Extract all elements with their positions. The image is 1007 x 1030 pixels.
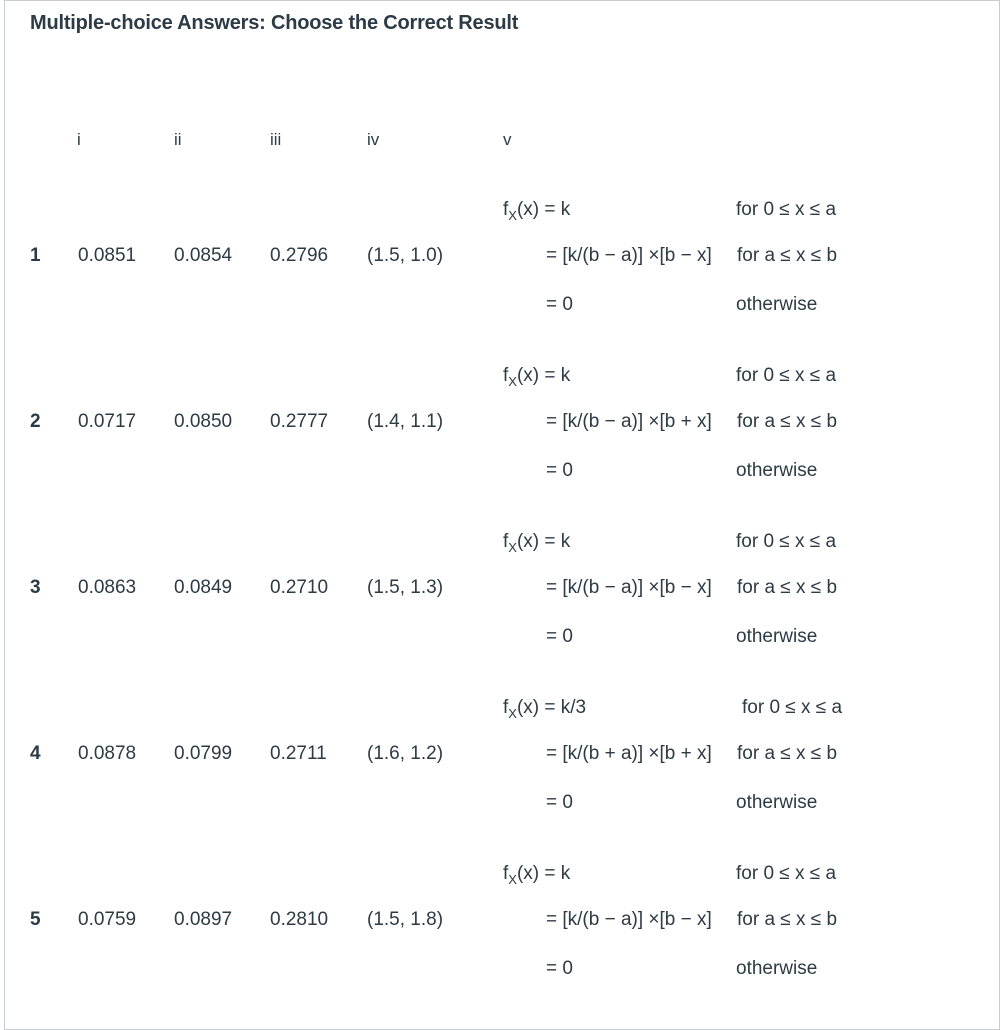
cell-iv: (1.5, 1.3) (367, 577, 444, 598)
pdf-line-1 (503, 199, 570, 221)
function-name: f (503, 697, 509, 718)
column-header-iv: iv (367, 130, 380, 149)
pdf-cond-2: for a ≤ x ≤ b (737, 909, 838, 930)
pdf-expr-2: = [k/(b + a)] ×[b + x] (546, 743, 712, 764)
pdf-line-1 (503, 365, 570, 387)
row-number: 2 (30, 411, 41, 432)
pdf-expr-3: = 0 (546, 294, 573, 315)
answer-row (0, 528, 1007, 678)
pdf-line-1 (503, 697, 586, 719)
function-subscript: X (508, 706, 517, 721)
pdf-expr-1: (x) = k (516, 531, 571, 552)
pdf-cond-1: for 0 ≤ x ≤ a (736, 199, 837, 220)
cell-iii: 0.2810 (270, 909, 329, 930)
pdf-cond-2: for a ≤ x ≤ b (737, 411, 838, 432)
cell-iv: (1.5, 1.8) (367, 909, 444, 930)
pdf-cond-3: otherwise (736, 626, 818, 647)
answer-row (0, 860, 1007, 1010)
cell-iv: (1.6, 1.2) (367, 743, 444, 764)
cell-i: 0.0863 (78, 577, 137, 598)
row-number: 5 (30, 909, 41, 930)
cell-ii: 0.0897 (174, 909, 233, 930)
pdf-cond-2: for a ≤ x ≤ b (737, 577, 838, 598)
function-name: f (503, 863, 509, 884)
cell-ii: 0.0850 (174, 411, 233, 432)
cell-ii: 0.0799 (174, 743, 233, 764)
pdf-expr-2: = [k/(b − a)] ×[b + x] (546, 411, 712, 432)
cell-iii: 0.2710 (270, 577, 329, 598)
answer-row (0, 362, 1007, 512)
function-subscript: X (508, 208, 517, 223)
cell-i: 0.0878 (78, 743, 137, 764)
pdf-expr-2: = [k/(b − a)] ×[b − x] (546, 577, 712, 598)
cell-iii: 0.2796 (270, 245, 329, 266)
pdf-cond-2: for a ≤ x ≤ b (737, 245, 838, 266)
pdf-expr-1: (x) = k (516, 199, 571, 220)
pdf-expr-3: = 0 (546, 460, 573, 481)
cell-ii: 0.0854 (174, 245, 233, 266)
pdf-expr-1: (x) = k (516, 863, 571, 884)
pdf-expr-1: (x) = k (516, 365, 571, 386)
pdf-cond-3: otherwise (736, 792, 818, 813)
pdf-cond-2: for a ≤ x ≤ b (737, 743, 838, 764)
pdf-cond-3: otherwise (736, 294, 818, 315)
cell-iv: (1.5, 1.0) (367, 245, 444, 266)
page-title: Multiple-choice Answers: Choose the Correct Result (30, 12, 519, 34)
pdf-cond-3: otherwise (736, 958, 818, 979)
pdf-line-1 (503, 863, 570, 885)
function-subscript: X (508, 374, 517, 389)
column-header-i: i (77, 130, 81, 149)
row-number: 4 (30, 743, 41, 764)
pdf-cond-3: otherwise (736, 460, 818, 481)
pdf-line-1 (503, 531, 570, 553)
answer-row (0, 694, 1007, 844)
pdf-cond-1: for 0 ≤ x ≤ a (742, 697, 843, 718)
pdf-cond-1: for 0 ≤ x ≤ a (736, 863, 837, 884)
column-header-iii: iii (270, 130, 282, 149)
cell-iv: (1.4, 1.1) (367, 411, 444, 432)
cell-iii: 0.2711 (270, 743, 327, 764)
pdf-expr-3: = 0 (546, 792, 573, 813)
function-name: f (503, 365, 509, 386)
column-header-v: v (503, 130, 512, 149)
function-name: f (503, 199, 509, 220)
pdf-expr-2: = [k/(b − a)] ×[b − x] (546, 909, 712, 930)
pdf-cond-1: for 0 ≤ x ≤ a (736, 365, 837, 386)
function-subscript: X (508, 540, 517, 555)
function-subscript: X (508, 872, 517, 887)
row-number: 1 (30, 245, 41, 266)
answer-row (0, 196, 1007, 346)
pdf-expr-1: (x) = k/3 (516, 697, 587, 718)
function-name: f (503, 531, 509, 552)
cell-i: 0.0851 (78, 245, 137, 266)
row-number: 3 (30, 577, 41, 598)
cell-iii: 0.2777 (270, 411, 329, 432)
pdf-cond-1: for 0 ≤ x ≤ a (736, 531, 837, 552)
cell-i: 0.0759 (78, 909, 137, 930)
column-header-ii: ii (174, 130, 182, 149)
pdf-expr-2: = [k/(b − a)] ×[b − x] (546, 245, 712, 266)
pdf-expr-3: = 0 (546, 626, 573, 647)
cell-i: 0.0717 (78, 411, 137, 432)
cell-ii: 0.0849 (174, 577, 233, 598)
pdf-expr-3: = 0 (546, 958, 573, 979)
